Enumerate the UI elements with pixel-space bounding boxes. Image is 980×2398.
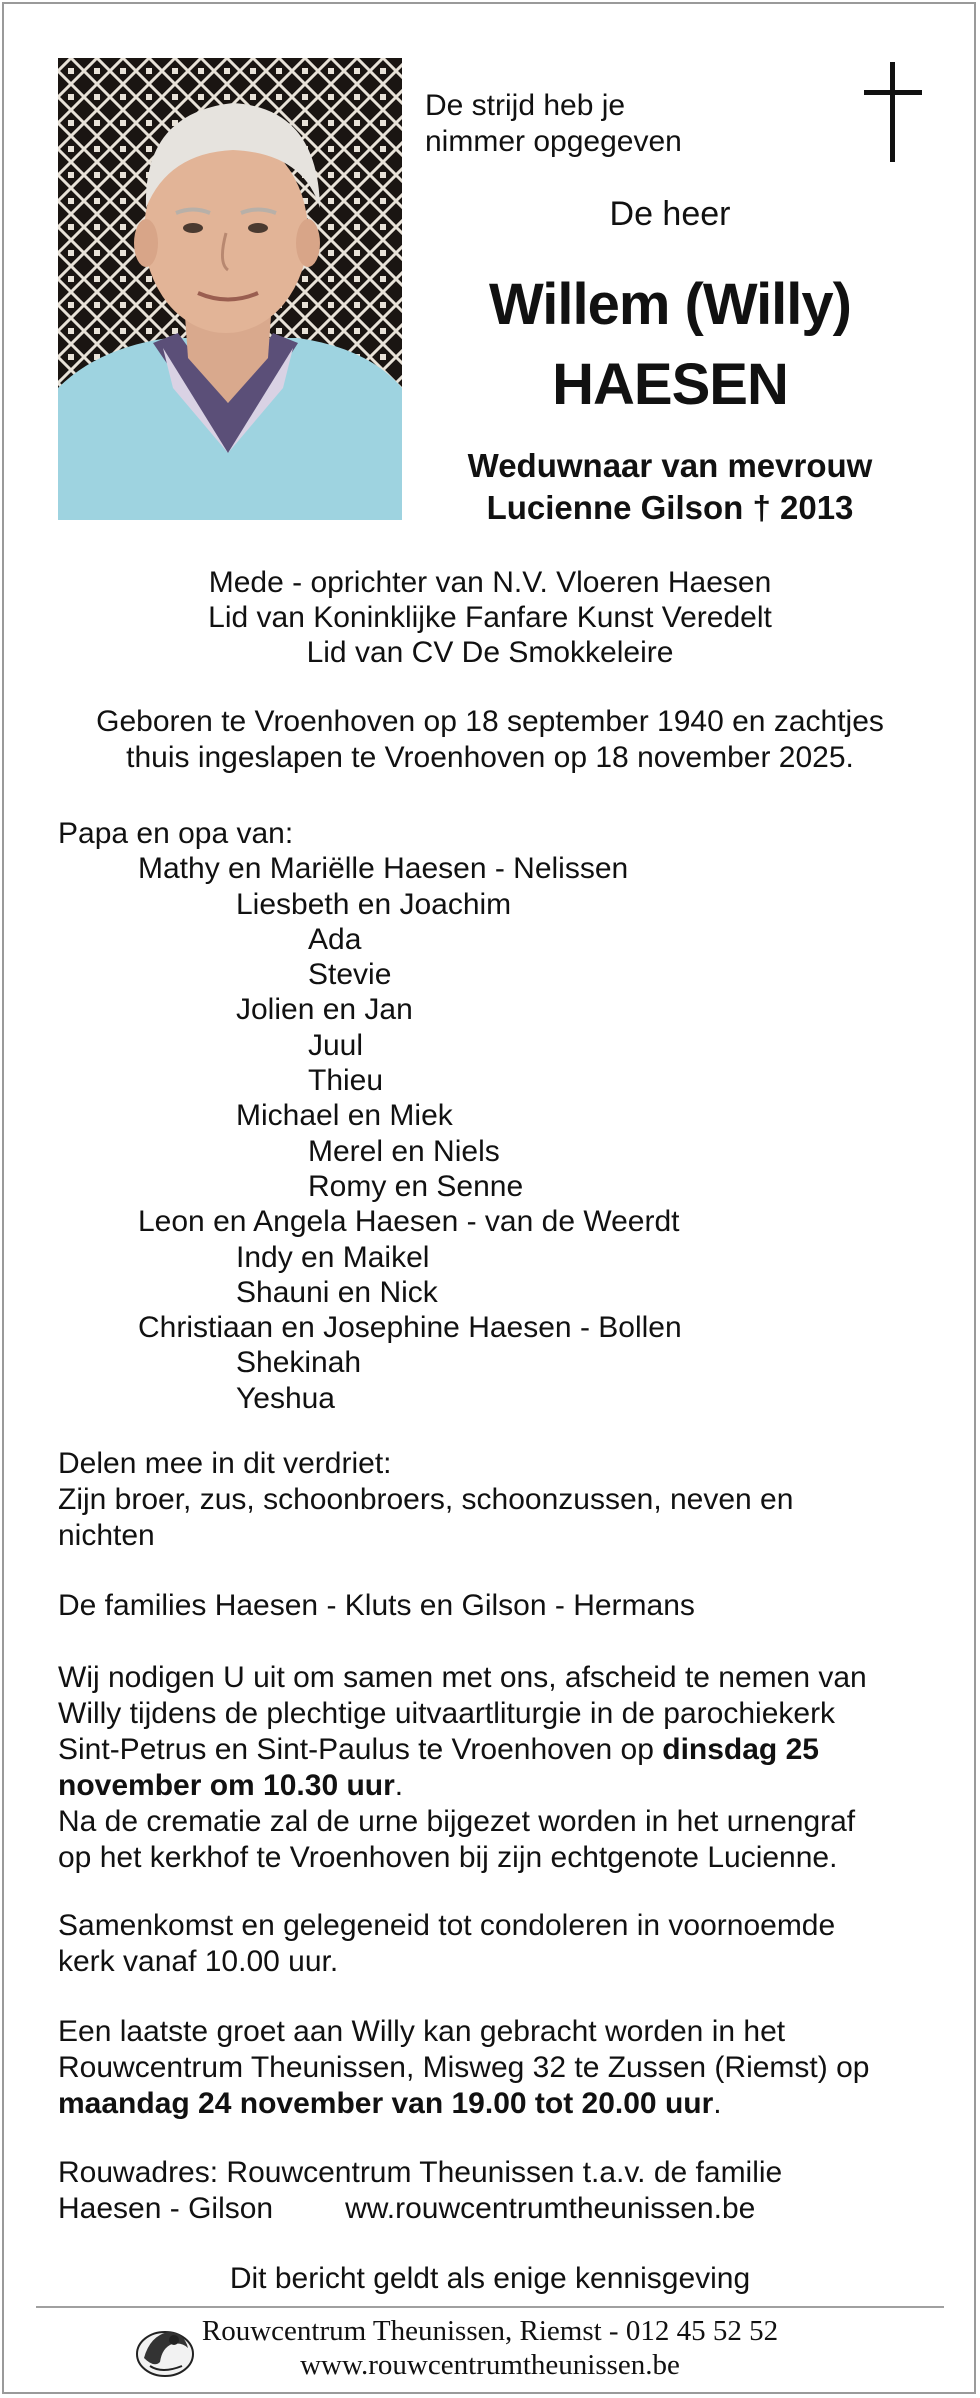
surname: HAESEN <box>552 352 788 417</box>
family-member: Indy en Maikel <box>236 1240 430 1274</box>
gathering-info <box>58 1908 928 1980</box>
footer-website: www.rouwcentrumtheunissen.be <box>300 2349 680 2381</box>
role-item: Lid van CV De Smokkeleire <box>306 636 674 669</box>
gathering-line: kerk vanaf 10.00 uur. <box>58 1945 339 1978</box>
widow-line: Weduwnaar van mevrouw <box>467 447 873 484</box>
salutation: De heer <box>609 195 731 233</box>
address-website: ww.rouwcentrumtheunissen.be <box>345 2192 756 2225</box>
funeral-time: november om 10.30 uur <box>58 1769 395 1802</box>
address-line: Haesen - Gilson ww.rouwcentrumtheunissen.be <box>58 2192 756 2225</box>
funeral-line: Wij nodigen U uit om samen met ons, afscheid te nemen van <box>58 1661 867 1694</box>
roles-list <box>40 565 940 670</box>
visit-time: maandag 24 november van 19.00 tot 20.00 uur <box>58 2087 714 2120</box>
family-member: Merel en Niels <box>308 1134 500 1168</box>
motto <box>425 88 682 160</box>
role-item: Lid van Koninklijke Fanfare Kunst Veredelt <box>208 601 772 634</box>
funeral-line: Willy tijdens de plechtige uitvaartliturgie in de parochiekerk <box>58 1697 836 1730</box>
family-member: Liesbeth en Joachim <box>236 887 512 921</box>
visit-line: Een laatste groet aan Willy kan gebracht worden in het <box>58 2015 786 2048</box>
family-member: Christiaan en Josephine Haesen - Bollen <box>138 1311 682 1345</box>
families-line: De families Haesen - Kluts en Gilson - Hermans <box>58 1589 695 1622</box>
notice-line: Dit bericht geldt als enige kennisgeving <box>229 2262 751 2295</box>
role-item: Mede - oprichter van N.V. Vloeren Haesen <box>208 566 772 599</box>
family-member: Romy en Senne <box>308 1169 524 1203</box>
visit-info <box>58 2014 928 2122</box>
funeral-info <box>58 1660 928 1876</box>
share-line: Zijn broer, zus, schoonbroers, schoonzussen, neven en <box>58 1483 794 1516</box>
family-member: Shauni en Nick <box>236 1275 438 1309</box>
family-member: Leon en Angela Haesen - van de Weerdt <box>138 1205 680 1239</box>
family-heading: Papa en opa van: <box>58 817 294 850</box>
family-member: Michael en Miek <box>236 1099 453 1133</box>
family-member: Stevie <box>308 958 392 992</box>
family-member: Mathy en Mariëlle Haesen - Nelissen <box>138 852 629 886</box>
name-line: Willem (Willy) <box>489 272 851 337</box>
divider <box>36 2306 944 2308</box>
funeral-line: Sint-Petrus en Sint-Paulus te Vroenhoven op dinsdag 25 <box>58 1733 819 1766</box>
funeral-line: Na de crematie zal de urne bijgezet worden in het urnengraf <box>58 1805 856 1838</box>
share-line: nichten <box>58 1519 155 1552</box>
share-heading: Delen mee in dit verdriet: <box>58 1447 392 1480</box>
gathering-line: Samenkomst en gelegeneid tot condoleren in voornoemde <box>58 1909 836 1942</box>
funeral-line: november om 10.30 uur. <box>58 1769 404 1802</box>
birth-death-notice <box>40 704 940 776</box>
visit-line: maandag 24 november van 19.00 tot 20.00 uur. <box>58 2087 722 2120</box>
born-line: Geboren te Vroenhoven op 18 september 1940 en zachtjes <box>96 705 884 738</box>
family-list <box>58 816 682 1416</box>
mourning-address <box>58 2155 928 2227</box>
widow-notice <box>420 445 920 529</box>
funeral-line: op het kerkhof te Vroenhoven bij zijn echtgenote Lucienne. <box>58 1841 838 1874</box>
deceased-name <box>420 265 920 425</box>
share-grief <box>58 1446 928 1554</box>
cross-icon <box>858 62 928 162</box>
family-member: Yeshua <box>236 1381 335 1415</box>
family-member: Juul <box>308 1028 364 1062</box>
motto-line: De strijd heb je <box>425 89 626 122</box>
family-member: Jolien en Jan <box>236 993 413 1027</box>
visit-line: Rouwcentrum Theunissen, Misweg 32 te Zussen (Riemst) op <box>58 2051 870 2084</box>
funeral-home-footer <box>0 2314 980 2382</box>
family-member: Thieu <box>308 1064 384 1098</box>
portrait-photo <box>58 58 402 520</box>
funeral-date: dinsdag 25 <box>662 1733 819 1766</box>
footer-contact: Rouwcentrum Theunissen, Riemst - 012 45 52 52 <box>201 2315 779 2347</box>
family-member: Shekinah <box>236 1346 362 1380</box>
motto-line: nimmer opgegeven <box>425 125 682 158</box>
widow-line: Lucienne Gilson † 2013 <box>486 489 854 526</box>
born-line: thuis ingeslapen te Vroenhoven op 18 november 2025. <box>126 741 854 774</box>
address-line: Rouwadres: Rouwcentrum Theunissen t.a.v. de familie <box>58 2156 783 2189</box>
family-member: Ada <box>308 922 362 956</box>
